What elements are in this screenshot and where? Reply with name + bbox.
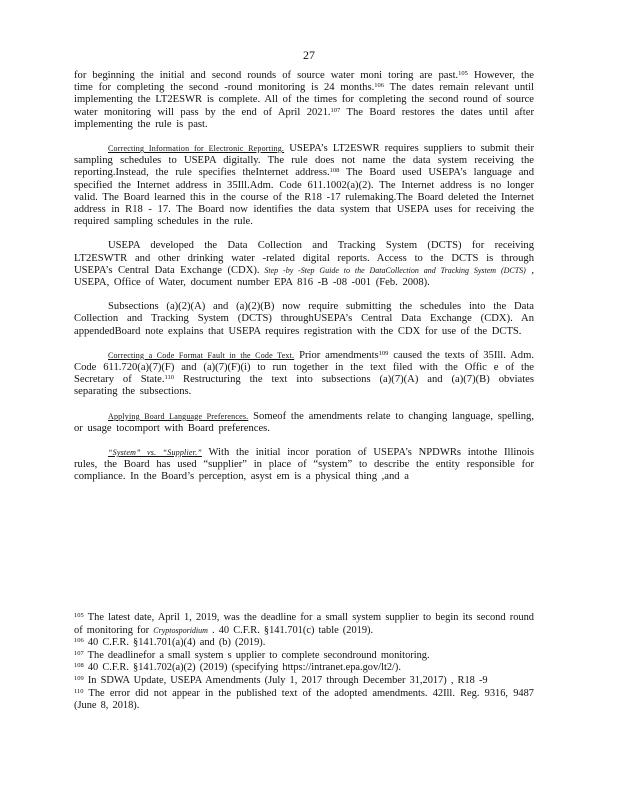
footnote-110 [74,688,534,713]
text-run: The Board used USEPA’s language and specified the Internet address in 35Ill.Adm. Code 611.1002(a)(2). The Internet address is no longer valid. The Board learned this in the course of the R18 -17 rulemaking.The Board deleted the Internet address in R18 - 17. The Board now identifies the data system that USEPA uses for receiving the required sampling schedules in the rule. [74,167,534,228]
text-run: USEPA developed the Data Collection and Tracking System (DCTS) for receiving LT2ESWTR and other drinking water -related digital reports. Access to the DCTS is through USEPA’s Central Data Exchange (CDX). [74,240,534,276]
footnote-number: 110 [74,687,84,695]
text-run: Subsections (a)(2)(A) and (a)(2)(B) now require submitting the schedules into the Data Collection and Tracking System (DCTS) throughUSEPA’s Central Data Exchange (CDX). An appendedBoard note explains that USEPA requires registration with the CDX for use of the DCTS. [74,301,534,337]
footnote-ref: 109 [378,349,389,357]
footnote-number: 109 [74,674,84,682]
footnote-109 [74,675,534,688]
paragraph-6 [74,411,534,435]
paragraph-1 [74,70,534,131]
footnote-text: The error did not appear in the published text of the adopted amendments. 42Ill. Reg. 9316, 9487 (June 8, 2018). [74,687,534,712]
footnote-106 [74,637,534,650]
footnote-ref: 106 [374,82,384,90]
text-run: , USEPA, Office of Water, document number EPA 816 -B -08 -001 (Feb. 2008). [74,264,534,289]
text-run: for beginning the initial and second rounds of source water moni toring are past. [74,70,459,81]
text-run: Prior amendments [294,349,379,361]
footnote-ref: 110 [164,374,175,382]
footnote-105 [74,612,534,637]
footnote-107 [74,650,534,663]
text-run: With the initial incor poration of USEPA’s NPDWRs intothe Illinois rules, the Board has used “supplier” in place of “system” to describe the entity responsible for compliance. In the Board’s perception, asyst em is a physical thing ,and a [74,447,534,483]
italic-title: Step -by -Step Guide to the DataCollection and Tracking System (DCTS) [259,265,526,275]
section-heading: Correcting Information for Electronic Reporting. [108,144,285,154]
text-run: The dates remain relevant until implementing the LT2ESWR is complete. All of the times for completing the second round of source water monitoring will pass by the end of April 2021. [74,82,534,118]
paragraph-2 [74,143,534,228]
text-run: The Board restores the dates until after implementing the rule is past. [74,106,534,130]
text-run: Someof the amendments relate to changing language, spelling, or usage tocomport with Board preferences. [74,410,534,434]
footnote-108 [74,662,534,675]
footnote-text: The latest date, April 1, 2019, was the deadline for a small system supplier to begin its second round of monitoring for [74,612,534,636]
footnote-text: 40 C.F.R. §141.701(a)(4) and (b) (2019). [83,637,266,649]
paragraph-3 [74,240,534,289]
section-heading: Correcting a Code Format Fault in the Code Text. [108,350,295,360]
footnote-italic: Cryptosporidium [153,625,208,635]
footnote-ref: 108 [329,167,340,175]
footnote-text: 40 C.F.R. §141.702(a)(2) (2019) (specifying https://intranet.epa.gov/lt2/). [83,662,401,674]
text-run: USEPA’s LT2ESWR requires suppliers to submit their sampling schedules to USEPA digitally. The rule does not name the data system receiving the reporting.Instead, the rule specifies theInternet address. [74,143,534,179]
section-heading: “System” vs. “Supplier.” [108,448,202,458]
text-run: However, the time for completing the second -round monitoring is 24 months. [74,70,534,94]
page-number: 27 [303,48,315,62]
paragraph-4 [74,301,534,338]
footnote-text: In SDWA Update, USEPA Amendments (July 1, 2017 through December 31,2017) , R18 -9 [83,674,488,686]
footnote-number: 107 [74,649,84,657]
section-heading: Applying Board Language Preferences. [108,411,249,421]
footnote-ref: 107 [330,106,341,114]
text-run: caused the texts of 35Ill. Adm. Code 611.720(a)(7)(F) and (a)(7)(F)(i) to run together in the text filed with the Offic e of the Secretary of State. [74,349,534,386]
paragraph-7 [74,447,534,484]
footnote-text: . 40 C.F.R. §141.701(c) table (2019). [207,624,374,636]
footnotes [74,612,534,713]
footnote-text: The deadlinefor a small system s upplier to complete secondround monitoring. [83,649,430,661]
footnote-number: 105 [74,612,84,619]
footnote-number: 108 [74,662,84,670]
footnote-number: 106 [74,637,84,645]
paragraph-5 [74,350,534,399]
footnote-ref: 105 [458,70,468,77]
body-text [74,70,534,484]
text-run: Restructuring the text into subsections (a)(7)(A) and (a)(7)(B) obviates separating the subsections. [74,374,534,398]
